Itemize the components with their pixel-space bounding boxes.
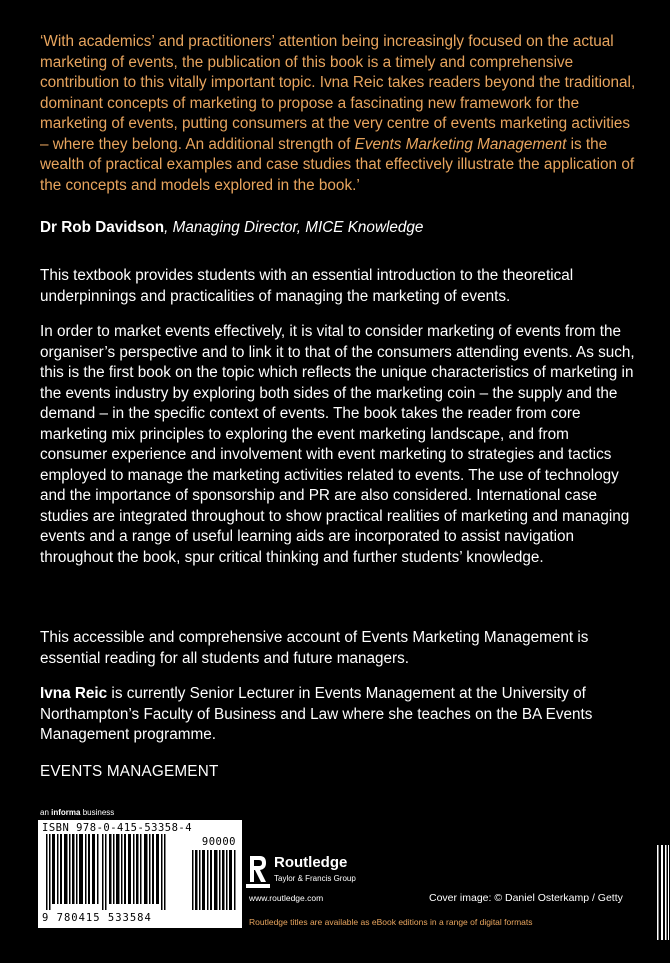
informa-business-line — [40, 808, 114, 817]
author-bio — [40, 684, 640, 746]
subject-category: EVENTS MANAGEMENT — [40, 763, 219, 780]
price-code: 90000 — [201, 836, 236, 848]
quote-text: ‘With academics’ and practitioners’ attention being increasingly focused on the actual marketing of events, the publication of this book is a timely and comprehensive contribution to this vitally important topic. Ivna Reic takes readers beyond the traditional, dominant concepts of marketing to propose a fascinating new framework for the marketing of events, putting consumers at the very centre of events marketing activities – where they belong. An additional strength of — [40, 33, 636, 153]
description-summary: This accessible and comprehensive account of Events Marketing Management is essential reading for all students and future managers. — [40, 629, 589, 667]
author-bio-text: is currently Senior Lecturer in Events Management at the University of Northampton’s Faculty of Business and Law where she teaches on the BA Events Management programme. — [40, 685, 593, 743]
quote-attribution — [40, 218, 640, 239]
isbn-label: ISBN 978-0-415-53358-4 — [42, 822, 193, 834]
barcode-bars-icon — [46, 834, 166, 910]
ean-number: 9 780415 533584 — [42, 912, 152, 924]
publisher-group: Taylor & Francis Group — [274, 874, 356, 883]
description-intro: This textbook provides students with an essential introduction to the theoretical underpinnings and practicalities of managing the marketing of events. — [40, 267, 574, 305]
publisher-url: www.routledge.com — [249, 893, 324, 903]
author-name: Ivna Reic — [40, 685, 108, 702]
endorsement-quote — [40, 32, 640, 196]
spine-edge-bars-icon — [655, 845, 670, 940]
quote-text-after: is the wealth of practical examples and case studies that effectively illustrate the application of the concepts and models explored in the book.’ — [40, 135, 635, 194]
barcode — [38, 820, 242, 928]
publisher-name: Routledge — [274, 854, 348, 871]
routledge-logo-icon — [246, 852, 270, 888]
description-body: In order to market events effectively, it is vital to consider marketing of events from the organiser’s perspective and to link it to that of the consumers attending events. As such, this is the first book on the topic which reflects the unique characteristics of marketing in the events industry by exploring both sides of the marketing coin – the supply and the demand – in the specific context of events. The book takes the reader from core marketing mix principles to exploring the event marketing landscape, and from consumer experience and involvement with event marketing to strategies and tactics employed to manage the marketing activities related to events. The use of technology and the importance of sponsorship and PR are also considered. International case studies are integrated throughout to show practical realities of marketing and managing events and a range of useful learning aids are incorporated to assist navigation throughout the book, spur critical thinking and further students’ knowledge. — [40, 323, 635, 566]
publisher-logo-block — [246, 852, 386, 892]
informa-prefix: an — [40, 808, 52, 817]
informa-brand: informa — [51, 808, 81, 817]
quote-author: Dr Rob Davidson — [40, 219, 165, 236]
quote-author-role: , Managing Director, MICE Knowledge — [164, 219, 424, 236]
cover-image-credit: Cover image: © Daniel Osterkamp / Getty — [429, 892, 623, 904]
price-addon-bars-icon — [192, 850, 236, 910]
ebook-availability-note: Routledge titles are available as eBook editions in a range of digital formats — [249, 917, 533, 927]
informa-suffix: business — [80, 808, 115, 817]
quote-book-title: Events Marketing Management — [354, 135, 567, 153]
